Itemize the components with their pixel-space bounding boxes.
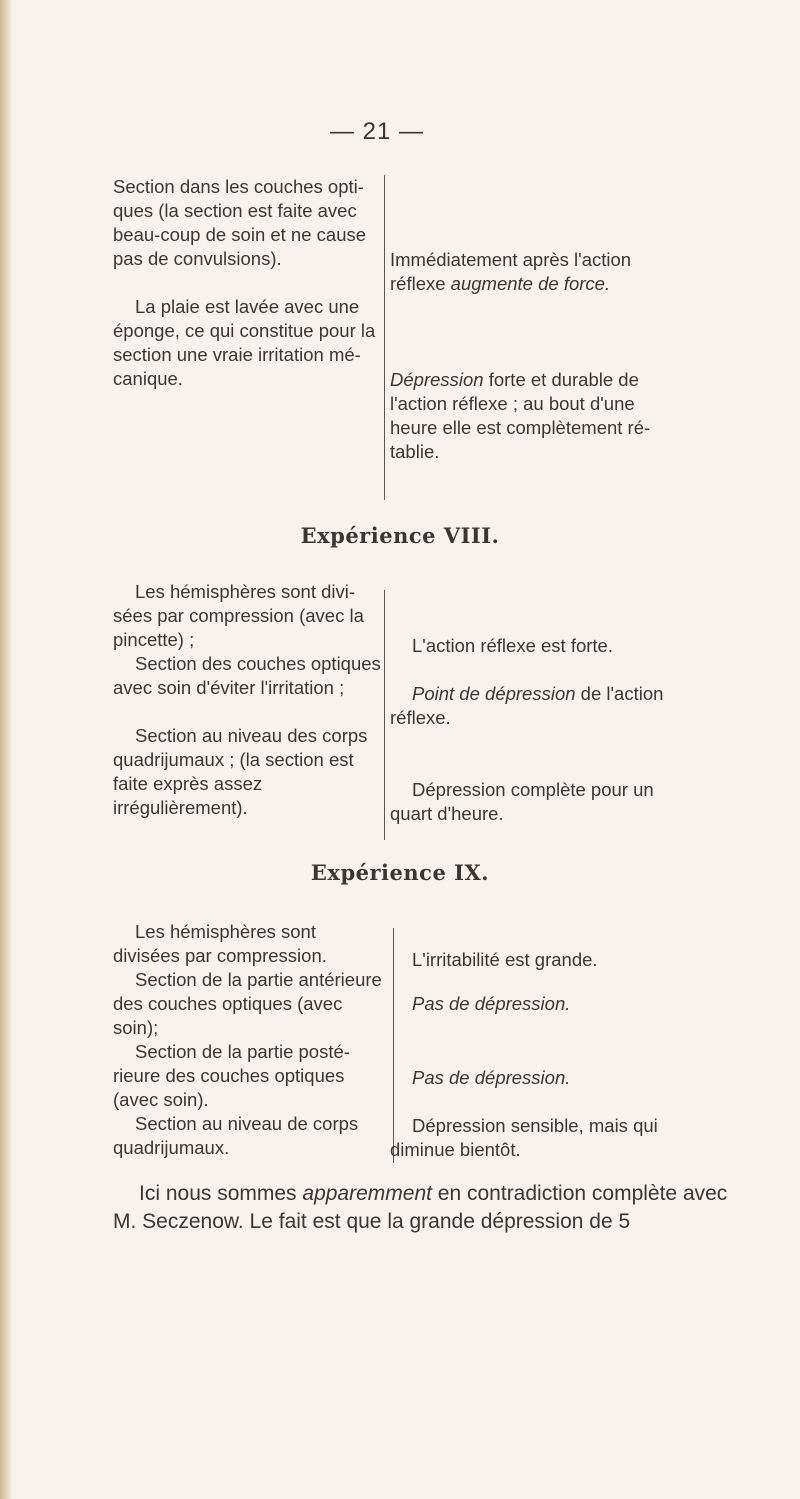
- exp8-right-para-2: Point de dépression de l'action réflexe.: [390, 683, 664, 728]
- block1-left-para-2: La plaie est lavée avec une éponge, ce qui constitue pour la section une vraie irritation mé-canique.: [113, 296, 376, 389]
- exp9-left-para-2: Section de la partie antérieure des couches optiques (avec soin);: [113, 969, 382, 1038]
- page-edge: [0, 0, 12, 1499]
- exp9-right-para-2: Pas de dépression.: [412, 993, 571, 1014]
- block1-divider: [384, 175, 385, 500]
- block1-right-para-2: Dépression forte et durable de l'action réflexe ; au bout d'une heure elle est complètement ré-tablie.: [390, 369, 651, 462]
- exp9-right-para-1: L'irritabilité est grande.: [412, 949, 598, 970]
- heading-experience-8: Expérience VIII.: [300, 523, 500, 548]
- exp8-left-para-1: Les hémisphères sont divi-sées par compression (avec la pincette) ;: [113, 581, 364, 650]
- exp9-left-para-3: Section de la partie posté-rieure des couches optiques (avec soin).: [113, 1041, 350, 1110]
- exp8-left-column: [113, 580, 383, 820]
- block1-right-column: [390, 248, 680, 464]
- exp8-left-para-3: Section au niveau des corps quadrijumaux ; (la section est faite exprès assez irrégulièrement).: [113, 725, 368, 818]
- exp9-left-column: [113, 920, 383, 1160]
- block1-left-column: [113, 175, 383, 391]
- closing-paragraph: Ici nous sommes apparemment en contradiction complète avec M. Seczenow. Le fait est que la grande dépression de 5: [113, 1182, 728, 1233]
- exp9-right-para-4: Dépression sensible, mais qui diminue bientôt.: [390, 1115, 658, 1160]
- exp9-left-para-4: Section au niveau de corps quadrijumaux.: [113, 1113, 359, 1158]
- exp8-left-para-2: Section des couches optiques avec soin d'éviter l'irritation ;: [113, 653, 381, 698]
- heading-experience-9: Expérience IX.: [310, 860, 490, 885]
- exp9-right-para-3: Pas de dépression.: [412, 1067, 571, 1088]
- exp8-right-column: [390, 634, 680, 826]
- exp8-right-para-1: L'action réflexe est forte.: [412, 635, 613, 656]
- block1-left-para-1: Section dans les couches opti-ques (la section est faite avec beau-coup de soin et ne cause pas de convulsions).: [113, 176, 367, 269]
- block1-right-para-1: Immédiatement après l'action réflexe augmente de force.: [390, 249, 632, 294]
- page-number: — 21 —: [330, 118, 425, 145]
- exp8-right-para-3: Dépression complète pour un quart d'heure.: [390, 779, 654, 824]
- exp8-divider: [384, 590, 385, 840]
- exp9-left-para-1: Les hémisphères sont divisées par compression.: [113, 921, 327, 966]
- exp9-right-column: [390, 948, 680, 1162]
